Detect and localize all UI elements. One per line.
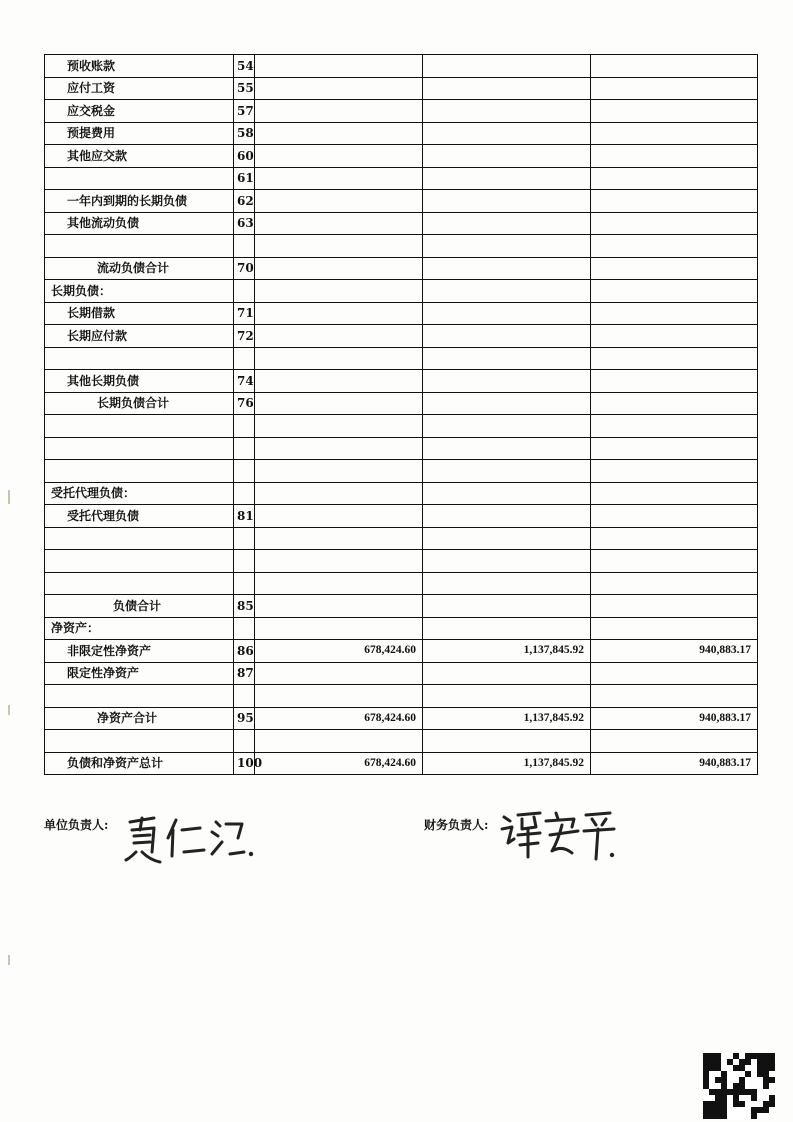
row-label <box>45 235 234 258</box>
row-label: 净资产： <box>45 617 234 640</box>
amount-col-1 <box>255 572 423 595</box>
amount-col-1 <box>255 550 423 573</box>
table-row <box>45 325 758 348</box>
row-number: 72 <box>234 325 255 348</box>
row-label: 其他流动负债 <box>45 212 234 235</box>
unit-head-label: 单位负责人: <box>44 818 109 832</box>
row-number: 71 <box>234 302 255 325</box>
amount-col-2 <box>423 460 591 483</box>
amount-col-2 <box>423 280 591 303</box>
amount-col-1 <box>255 235 423 258</box>
amount-col-2 <box>423 595 591 618</box>
table-row <box>45 437 758 460</box>
row-number: 86 <box>234 640 255 663</box>
amount-col-2 <box>423 550 591 573</box>
amount-col-2 <box>423 482 591 505</box>
row-label: 其他应交款 <box>45 145 234 168</box>
amount-col-3 <box>591 662 758 685</box>
amount-col-3 <box>591 460 758 483</box>
row-number: 63 <box>234 212 255 235</box>
table-row <box>45 167 758 190</box>
amount-col-1 <box>255 347 423 370</box>
amount-col-2 <box>423 100 591 123</box>
amount-col-1 <box>255 617 423 640</box>
amount-col-3 <box>591 100 758 123</box>
table-row <box>45 302 758 325</box>
unit-head-signature <box>120 808 260 866</box>
table-row <box>45 212 758 235</box>
row-number <box>234 527 255 550</box>
table-row <box>45 257 758 280</box>
table-row <box>45 100 758 123</box>
amount-col-3 <box>591 302 758 325</box>
table-row <box>45 595 758 618</box>
amount-col-2 <box>423 167 591 190</box>
row-label <box>45 460 234 483</box>
row-number: 61 <box>234 167 255 190</box>
row-label <box>45 415 234 438</box>
amount-col-1 <box>255 280 423 303</box>
row-label: 长期应付款 <box>45 325 234 348</box>
row-number: 60 <box>234 145 255 168</box>
amount-col-2 <box>423 392 591 415</box>
amount-col-1 <box>255 460 423 483</box>
amount-col-1 <box>255 77 423 100</box>
amount-col-1: 678,424.60 <box>255 752 423 775</box>
amount-col-2 <box>423 212 591 235</box>
amount-col-3 <box>591 505 758 528</box>
row-label <box>45 527 234 550</box>
table-row <box>45 280 758 303</box>
amount-col-1 <box>255 595 423 618</box>
row-number <box>234 617 255 640</box>
amount-col-3 <box>591 730 758 753</box>
row-label: 一年内到期的长期负债 <box>45 190 234 213</box>
amount-col-1: 678,424.60 <box>255 707 423 730</box>
row-number <box>234 572 255 595</box>
table-row <box>45 482 758 505</box>
table-row <box>45 752 758 775</box>
row-label: 应交税金 <box>45 100 234 123</box>
amount-col-2 <box>423 685 591 708</box>
amount-col-3 <box>591 482 758 505</box>
amount-col-2 <box>423 572 591 595</box>
amount-col-3 <box>591 325 758 348</box>
amount-col-2 <box>423 347 591 370</box>
table-row <box>45 122 758 145</box>
row-label: 限定性净资产 <box>45 662 234 685</box>
row-number: 81 <box>234 505 255 528</box>
row-label: 长期负债合计 <box>45 392 234 415</box>
amount-col-1 <box>255 437 423 460</box>
table-row <box>45 527 758 550</box>
row-number <box>234 437 255 460</box>
row-number: 100 <box>234 752 255 775</box>
amount-col-1 <box>255 122 423 145</box>
amount-col-3 <box>591 347 758 370</box>
row-label: 流动负债合计 <box>45 257 234 280</box>
amount-col-1 <box>255 505 423 528</box>
row-label <box>45 437 234 460</box>
amount-col-2 <box>423 257 591 280</box>
amount-col-3 <box>591 167 758 190</box>
row-label <box>45 167 234 190</box>
row-number <box>234 460 255 483</box>
amount-col-3 <box>591 527 758 550</box>
amount-col-3: 940,883.17 <box>591 707 758 730</box>
row-label: 负债合计 <box>45 595 234 618</box>
table-row <box>45 77 758 100</box>
amount-col-3 <box>591 617 758 640</box>
amount-col-1 <box>255 370 423 393</box>
amount-col-1 <box>255 730 423 753</box>
amount-col-3 <box>591 550 758 573</box>
amount-col-1 <box>255 685 423 708</box>
amount-col-3: 940,883.17 <box>591 640 758 663</box>
row-label <box>45 730 234 753</box>
amount-col-3 <box>591 572 758 595</box>
amount-col-1 <box>255 167 423 190</box>
scan-mark <box>8 705 10 715</box>
row-number: 54 <box>234 55 255 78</box>
row-number: 87 <box>234 662 255 685</box>
table-row <box>45 505 758 528</box>
table-row <box>45 370 758 393</box>
row-label <box>45 572 234 595</box>
row-number: 55 <box>234 77 255 100</box>
amount-col-2 <box>423 617 591 640</box>
table-row <box>45 617 758 640</box>
amount-col-1 <box>255 257 423 280</box>
table-body <box>45 55 758 775</box>
row-label: 预收账款 <box>45 55 234 78</box>
amount-col-2 <box>423 122 591 145</box>
table-row <box>45 415 758 438</box>
row-number: 62 <box>234 190 255 213</box>
amount-col-3 <box>591 370 758 393</box>
amount-col-2 <box>423 370 591 393</box>
scan-mark <box>8 955 10 965</box>
table-row <box>45 685 758 708</box>
amount-col-1 <box>255 302 423 325</box>
row-number: 76 <box>234 392 255 415</box>
table-row <box>45 572 758 595</box>
row-label: 长期负债： <box>45 280 234 303</box>
row-number <box>234 482 255 505</box>
row-label: 负债和净资产总计 <box>45 752 234 775</box>
table-row <box>45 392 758 415</box>
finance-head-label: 财务负责人: <box>424 818 489 832</box>
amount-col-2: 1,137,845.92 <box>423 752 591 775</box>
amount-col-2 <box>423 437 591 460</box>
amount-col-3 <box>591 392 758 415</box>
amount-col-1 <box>255 662 423 685</box>
amount-col-1 <box>255 325 423 348</box>
row-label: 长期借款 <box>45 302 234 325</box>
amount-col-2 <box>423 145 591 168</box>
amount-col-3 <box>591 190 758 213</box>
row-number <box>234 235 255 258</box>
amount-col-3 <box>591 235 758 258</box>
row-label: 非限定性净资产 <box>45 640 234 663</box>
table-row <box>45 707 758 730</box>
amount-col-2: 1,137,845.92 <box>423 707 591 730</box>
table-row <box>45 662 758 685</box>
row-label: 受托代理负债 <box>45 505 234 528</box>
amount-col-3 <box>591 437 758 460</box>
row-number <box>234 280 255 303</box>
row-number: 57 <box>234 100 255 123</box>
amount-col-3 <box>591 257 758 280</box>
amount-col-2 <box>423 235 591 258</box>
row-label: 预提费用 <box>45 122 234 145</box>
row-number: 58 <box>234 122 255 145</box>
amount-col-2 <box>423 77 591 100</box>
finance-head-signature <box>500 805 620 867</box>
amount-col-1 <box>255 190 423 213</box>
amount-col-1: 678,424.60 <box>255 640 423 663</box>
amount-col-3 <box>591 595 758 618</box>
amount-col-3 <box>591 280 758 303</box>
amount-col-1 <box>255 145 423 168</box>
table-row <box>45 460 758 483</box>
table-row <box>45 640 758 663</box>
balance-sheet-table <box>44 54 758 775</box>
amount-col-2 <box>423 302 591 325</box>
row-label <box>45 685 234 708</box>
qr-code <box>703 1053 775 1119</box>
row-number <box>234 550 255 573</box>
amount-col-2 <box>423 505 591 528</box>
amount-col-1 <box>255 55 423 78</box>
amount-col-3 <box>591 212 758 235</box>
row-label: 应付工资 <box>45 77 234 100</box>
amount-col-3 <box>591 77 758 100</box>
table-row <box>45 550 758 573</box>
table-row <box>45 730 758 753</box>
amount-col-3 <box>591 55 758 78</box>
table-row <box>45 235 758 258</box>
amount-col-1 <box>255 527 423 550</box>
amount-col-2 <box>423 730 591 753</box>
amount-col-3: 940,883.17 <box>591 752 758 775</box>
row-number <box>234 415 255 438</box>
amount-col-3 <box>591 145 758 168</box>
amount-col-1 <box>255 415 423 438</box>
table-row <box>45 190 758 213</box>
amount-col-1 <box>255 212 423 235</box>
amount-col-2 <box>423 325 591 348</box>
amount-col-1 <box>255 482 423 505</box>
amount-col-2 <box>423 55 591 78</box>
row-number <box>234 347 255 370</box>
amount-col-2 <box>423 190 591 213</box>
amount-col-2 <box>423 415 591 438</box>
amount-col-3 <box>591 415 758 438</box>
amount-col-1 <box>255 100 423 123</box>
row-number: 70 <box>234 257 255 280</box>
row-label: 净资产合计 <box>45 707 234 730</box>
scan-mark <box>8 490 10 504</box>
amount-col-1 <box>255 392 423 415</box>
row-number <box>234 730 255 753</box>
table-row <box>45 145 758 168</box>
table-row <box>45 347 758 370</box>
amount-col-2 <box>423 527 591 550</box>
row-number <box>234 685 255 708</box>
row-number: 95 <box>234 707 255 730</box>
row-label <box>45 347 234 370</box>
row-label: 其他长期负债 <box>45 370 234 393</box>
amount-col-2: 1,137,845.92 <box>423 640 591 663</box>
row-number: 85 <box>234 595 255 618</box>
amount-col-2 <box>423 662 591 685</box>
row-label: 受托代理负债： <box>45 482 234 505</box>
row-number: 74 <box>234 370 255 393</box>
row-label <box>45 550 234 573</box>
amount-col-3 <box>591 122 758 145</box>
table-row <box>45 55 758 78</box>
amount-col-3 <box>591 685 758 708</box>
